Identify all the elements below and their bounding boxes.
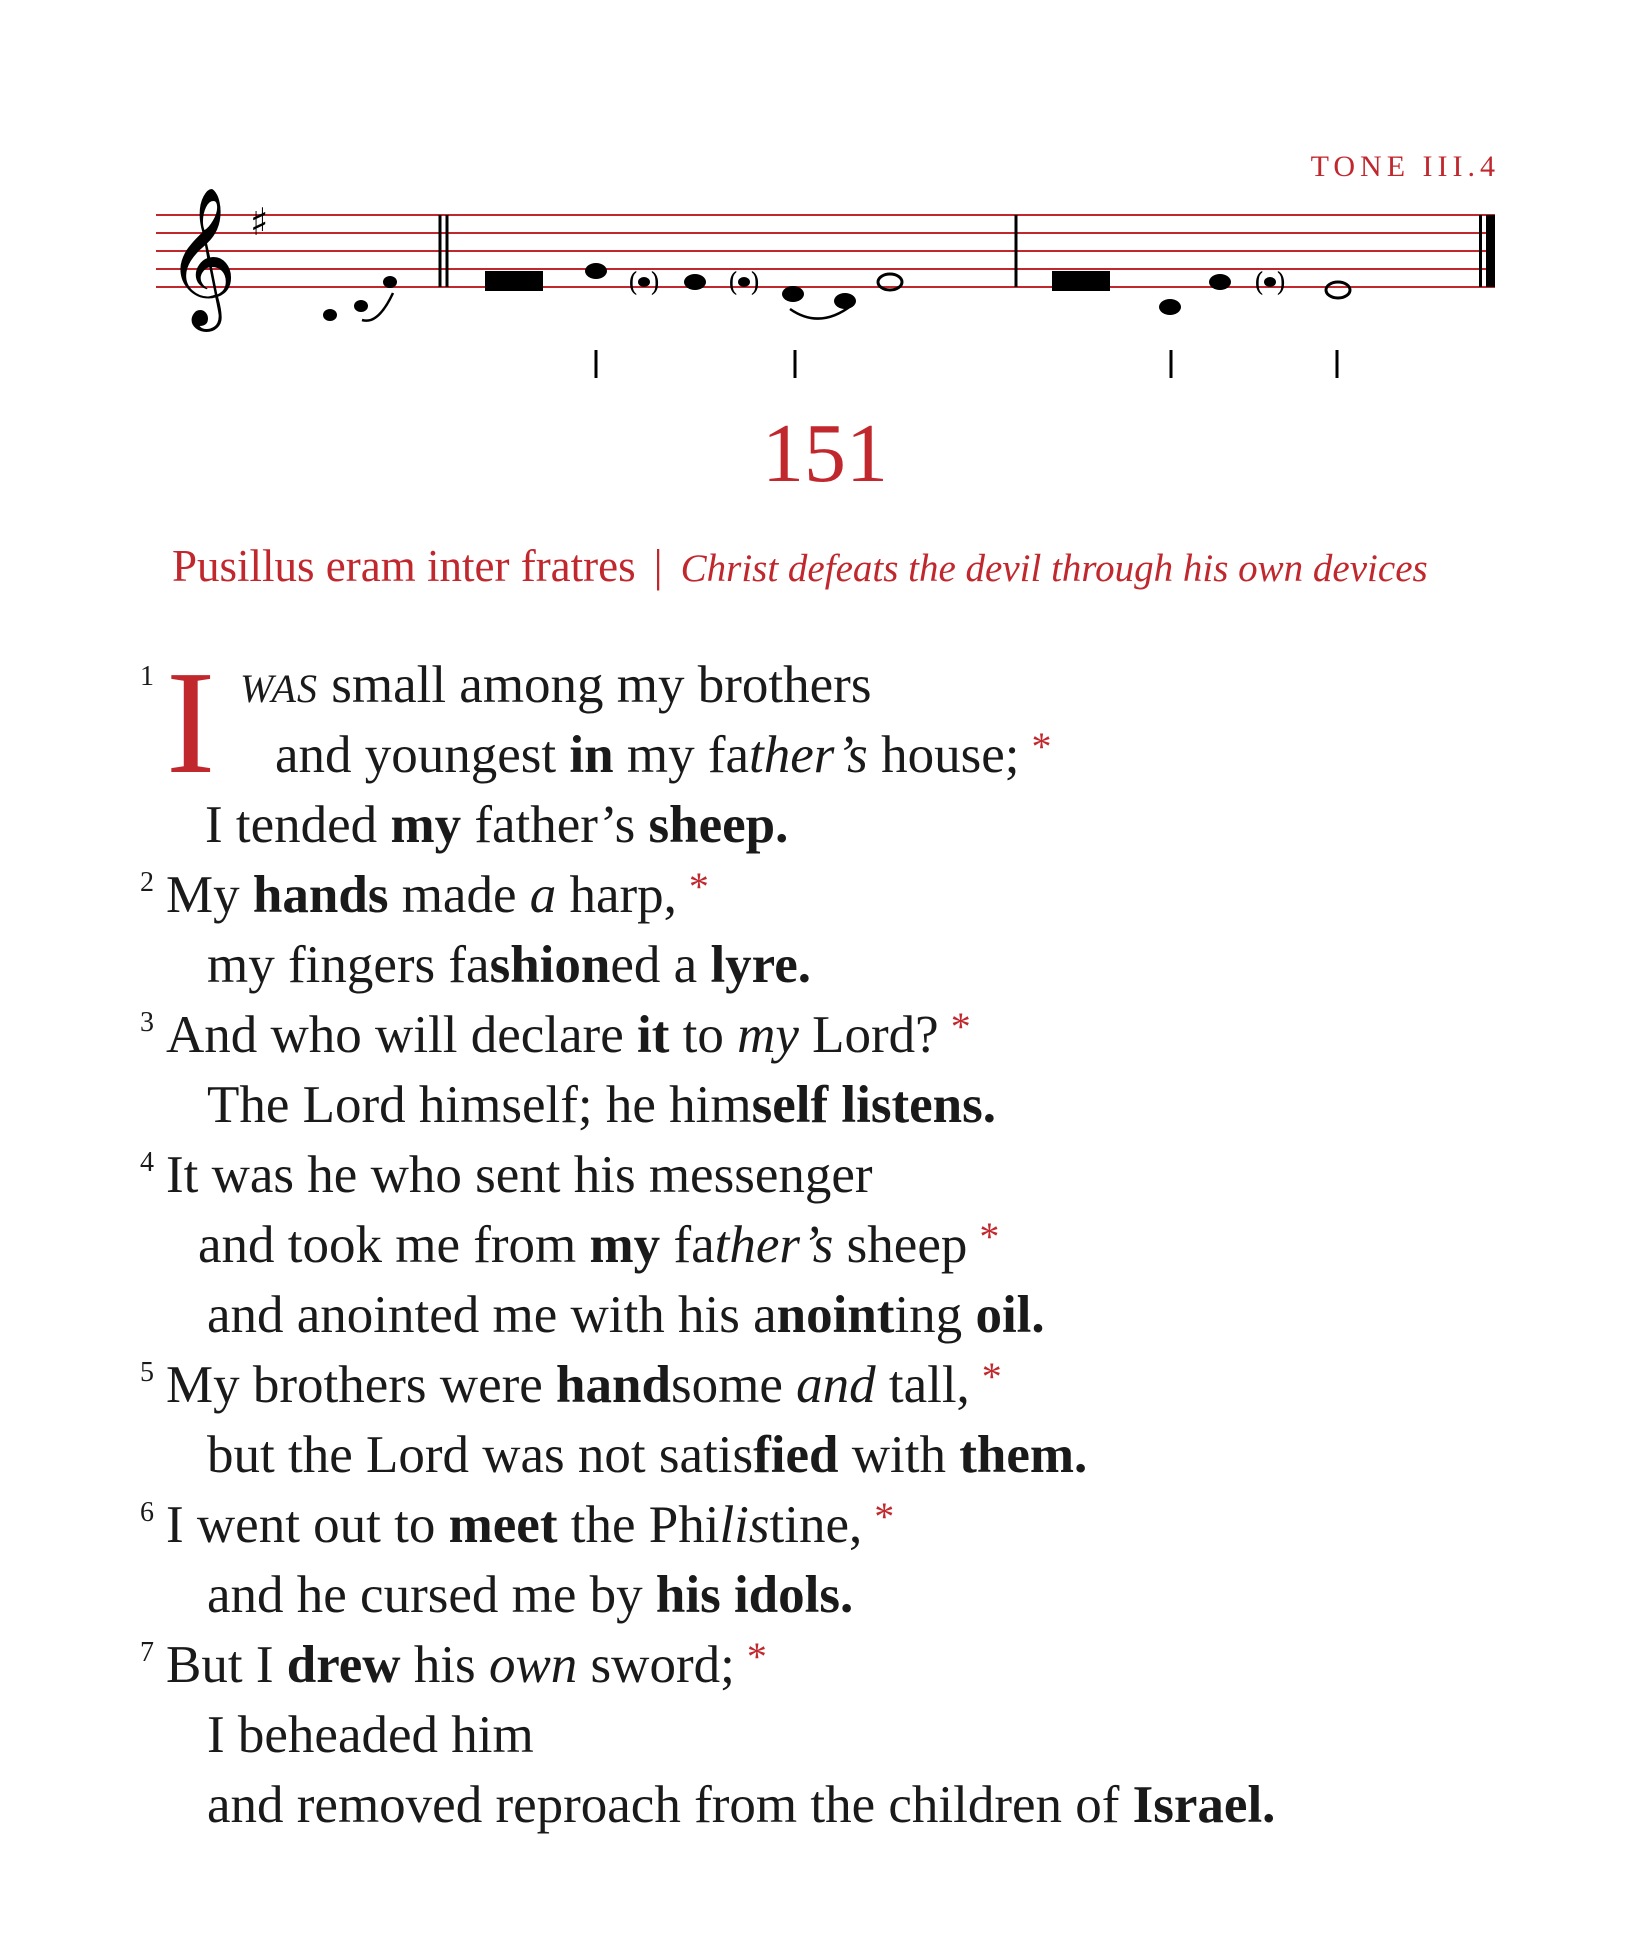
- verse-number: 2: [140, 867, 154, 898]
- text-segment: hands: [252, 866, 389, 924]
- verse-line: [140, 930, 1520, 1000]
- text-segment: I tended: [205, 796, 391, 854]
- text-segment: them.: [959, 1426, 1088, 1484]
- text-segment: and youngest: [275, 726, 570, 784]
- text-segment: drew: [286, 1636, 401, 1694]
- text-segment: listens.: [841, 1076, 996, 1134]
- text-segment: Israel.: [1132, 1776, 1276, 1834]
- drop-cap: I: [166, 641, 216, 805]
- text-segment: My brothers were: [166, 1356, 557, 1414]
- text-segment: fied: [753, 1426, 839, 1484]
- asterisk-mark: *: [688, 864, 709, 909]
- verse-number: 4: [140, 1147, 154, 1178]
- text-segment: shion: [489, 936, 611, 994]
- text-segment: and took me from: [198, 1216, 590, 1274]
- verse-line: [140, 1560, 1520, 1630]
- verse-line: [140, 1630, 1520, 1700]
- text-segment: self: [751, 1076, 829, 1134]
- text-segment: WAS: [240, 666, 318, 711]
- text-segment: ther’s: [714, 1216, 834, 1274]
- text-segment: father’s: [461, 796, 649, 854]
- svg-text:(: (: [628, 268, 639, 298]
- verse-number: 3: [140, 1007, 154, 1038]
- verse-number: 7: [140, 1637, 154, 1668]
- text-segment: my fingers fa: [207, 936, 490, 994]
- verse-line: [140, 790, 1520, 860]
- verse-line: [140, 1490, 1520, 1560]
- text-segment: the Phi: [557, 1496, 720, 1554]
- latin-title: Pusillus eram inter fratres: [172, 541, 636, 591]
- verse-line: [140, 1350, 1520, 1420]
- treble-clef-icon: 𝄞: [166, 187, 237, 326]
- asterisk-mark: *: [874, 1494, 895, 1539]
- verse-number: 6: [140, 1497, 154, 1528]
- text-segment: And who will declare: [166, 1006, 637, 1064]
- text-segment: [721, 1566, 734, 1624]
- text-segment: noint: [776, 1286, 895, 1344]
- text-segment: ther’s: [749, 726, 868, 784]
- text-segment: hand: [556, 1356, 671, 1414]
- text-segment: his: [400, 1636, 489, 1694]
- intonation-notes: [323, 276, 397, 321]
- asterisk-mark: *: [1031, 724, 1052, 769]
- text-segment: oil.: [975, 1286, 1045, 1344]
- english-title: Christ defeats the devil through his own devices: [680, 547, 1428, 590]
- text-segment: to: [669, 1006, 738, 1064]
- text-segment: sword;: [577, 1636, 735, 1694]
- text-segment: my fa: [613, 726, 750, 784]
- verse-line: [140, 720, 1520, 790]
- verse-number: 5: [140, 1357, 154, 1388]
- text-segment: made: [388, 866, 530, 924]
- text-segment: house;: [867, 726, 1020, 784]
- svg-text:): ): [650, 268, 661, 298]
- text-segment: but the Lord was not satis: [207, 1426, 754, 1484]
- text-segment: Lord?: [798, 1006, 939, 1064]
- text-segment: it: [636, 1006, 670, 1064]
- text-segment: I beheaded him: [207, 1706, 534, 1764]
- asterisk-mark: *: [979, 1214, 1000, 1259]
- text-segment: [828, 1076, 841, 1134]
- text-segment: tall,: [875, 1356, 970, 1414]
- text-segment: idols.: [733, 1566, 854, 1624]
- verse-line: [140, 1700, 1520, 1770]
- music-staff: [150, 175, 1500, 395]
- asterisk-mark: *: [746, 1634, 767, 1679]
- verse-line: [140, 1140, 1520, 1210]
- asterisk-mark: *: [950, 1004, 971, 1049]
- psalm-title-row: [172, 540, 1428, 592]
- text-segment: in: [569, 726, 614, 784]
- text-segment: The Lord himself; he him: [207, 1076, 752, 1134]
- text-segment: But I: [166, 1636, 287, 1694]
- svg-text:): ): [1276, 268, 1287, 298]
- final-bar-line: [1479, 215, 1495, 287]
- text-segment: It was he who sent his messenger: [166, 1146, 873, 1204]
- text-segment: and anointed me with his a: [207, 1286, 777, 1344]
- text-segment: harp,: [556, 866, 677, 924]
- text-segment: my: [390, 796, 462, 854]
- tone-label: TONE III.4: [1310, 150, 1500, 183]
- text-segment: I went out to: [166, 1496, 449, 1554]
- text-segment: My: [166, 866, 253, 924]
- asterisk-mark: *: [981, 1354, 1002, 1399]
- text-segment: ed a: [610, 936, 711, 994]
- text-segment: lyre.: [710, 936, 812, 994]
- text-segment: and: [796, 1356, 876, 1414]
- text-segment: meet: [448, 1496, 558, 1554]
- title-separator: |: [653, 541, 663, 591]
- text-segment: own: [488, 1636, 578, 1694]
- psalm-number: 151: [762, 407, 888, 500]
- text-segment: my: [589, 1216, 661, 1274]
- text-segment: fa: [660, 1216, 715, 1274]
- svg-text:): ): [750, 268, 761, 298]
- text-segment: my: [737, 1006, 799, 1064]
- text-segment: some: [670, 1356, 797, 1414]
- sharp-sign-icon: ♯: [250, 200, 269, 244]
- staff-lines: [156, 215, 1495, 287]
- accent-ticks: [596, 350, 1337, 378]
- text-segment: small among my brothers: [317, 656, 872, 714]
- breve-rest: [485, 271, 543, 291]
- svg-text:(: (: [728, 268, 739, 298]
- text-segment: ing: [894, 1286, 976, 1344]
- text-segment: sheep: [833, 1216, 968, 1274]
- verse-line: [140, 1210, 1520, 1280]
- psalm-text: [140, 641, 1520, 1840]
- verse-line: [140, 1070, 1520, 1140]
- svg-text:(: (: [1254, 268, 1265, 298]
- text-segment: and he cursed me by: [207, 1566, 656, 1624]
- verse-line: [140, 1770, 1520, 1840]
- verse-line: [140, 1280, 1520, 1350]
- text-segment: sheep.: [648, 796, 789, 854]
- verse-line: [140, 1420, 1520, 1490]
- text-segment: lis: [719, 1496, 770, 1554]
- text-segment: his: [655, 1566, 721, 1624]
- text-segment: a: [529, 866, 557, 924]
- verse-line: [140, 860, 1520, 930]
- text-segment: and removed reproach from the children of: [207, 1776, 1133, 1834]
- breve-rest-2: [1052, 271, 1110, 291]
- text-segment: with: [838, 1426, 960, 1484]
- verse-number: 1: [140, 661, 154, 692]
- text-segment: tine,: [769, 1496, 863, 1554]
- verse-line: [140, 1000, 1520, 1070]
